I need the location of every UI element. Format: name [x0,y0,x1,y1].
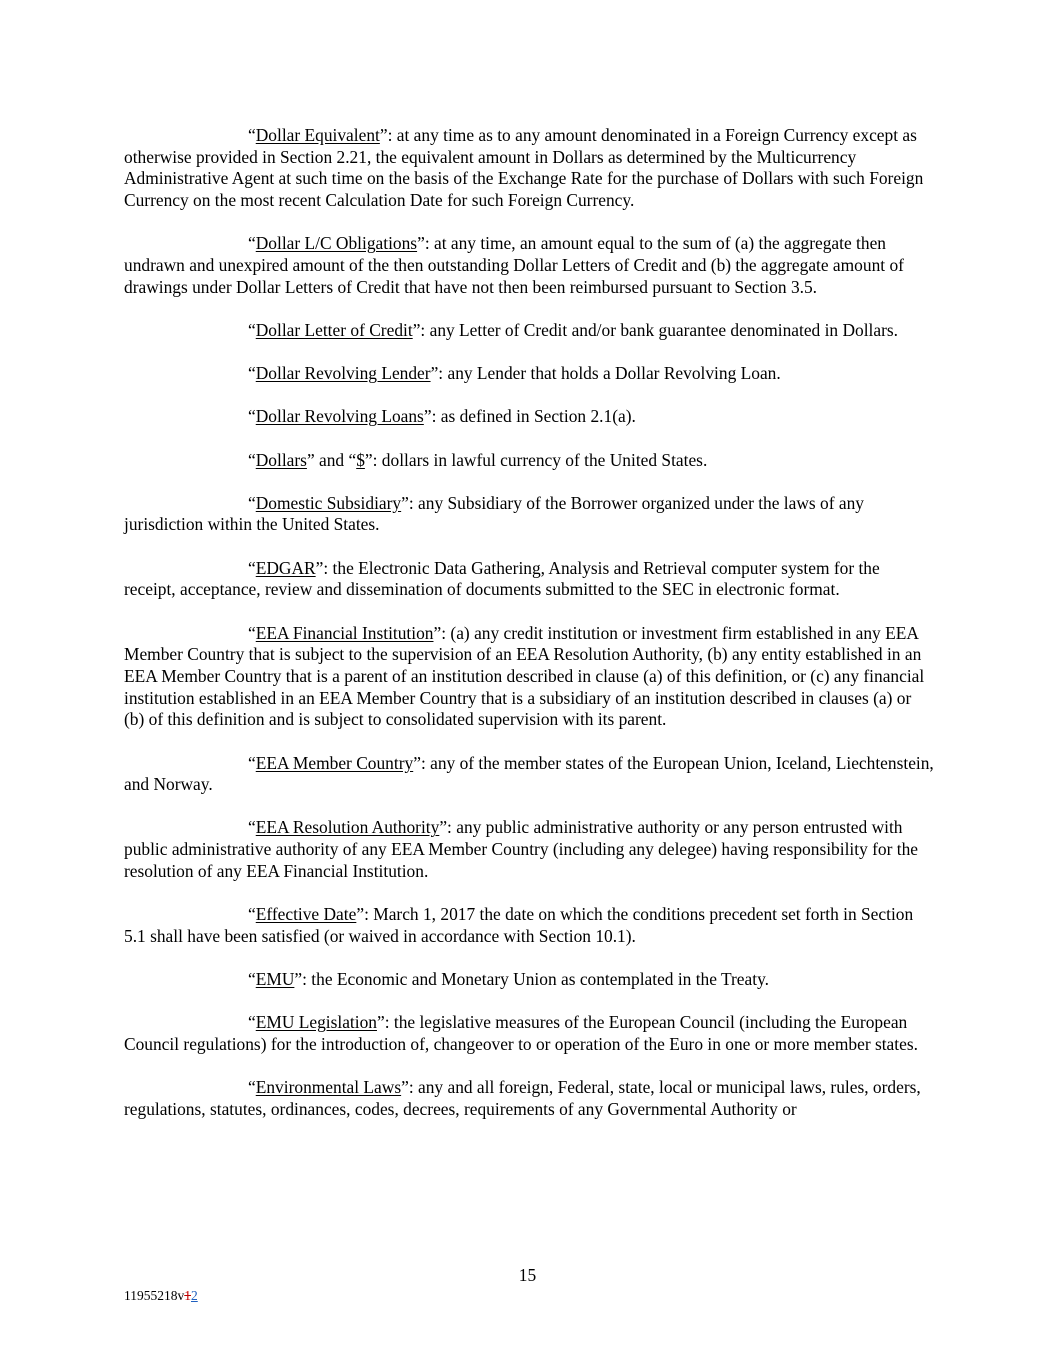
defined-term: Dollar L/C Obligations [255,233,418,254]
defined-term: Dollar Revolving Lender [255,363,431,384]
definition-text: : any Subsidiary of the Borrower organized under the laws of any jurisdiction within the United States. [124,492,864,535]
definition-text: : March 1, 2017 the date on which the conditions precedent set forth in Section 5.1 shall have been satisfied (or waived in accordance with Section 10.1). [124,904,914,946]
definition-text: : any public administrative authority or any person entrusted with public administrative authority of any EEA Member Country (including any delegee) having responsibility for the resolution of any EEA Financial Institution. [124,817,918,881]
defined-term: Dollar Equivalent [255,125,380,145]
definition-paragraph: “EMU”: the Economic and Monetary Union as contemplated in the Treaty. [248,968,769,989]
definition-text: : any and all foreign, Federal, state, local or municipal laws, rules, orders, regulations, statutes, ordinances, codes, decrees, requirements of any Governmental Authority or [124,1077,921,1119]
definition-paragraph: “Dollar Revolving Lender”: any Lender that holds a Dollar Revolving Loan. [248,363,781,384]
definition-paragraph: “Dollar Equivalent”: at any time as to any amount denominated in a Foreign Currency except as otherwise provided in Section 2.21, the equivalent amount in Dollars as determined by the Multicurrency Administrative Agent at such time on the basis of the Exchange Rate for the purchase of Dollars with such Foreign Currency on the most recent Calculation Date for such Foreign Currency. [124,125,924,211]
definition-paragraph: “Dollars” and “$”: dollars in lawful currency of the United States. [248,449,708,470]
doc-id-prefix: 11955218v [124,1288,185,1303]
definition-paragraph: “EDGAR”: the Electronic Data Gathering, Analysis and Retrieval computer system for the receipt, acceptance, review and dissemination of documents submitted to the SEC in electronic format. [124,557,880,600]
definition-paragraph: “Environmental Laws”: any and all foreign, Federal, state, local or municipal laws, rules, orders, regulations, statutes, ordinances, codes, decrees, requirements of any Governmental Authority or [124,1077,921,1119]
page-number: 15 [518,1265,537,1285]
definition-text: : dollars in lawful currency of the United States. [372,449,708,470]
definition-paragraph: “Dollar Letter of Credit”: any Letter of Credit and/or bank guarantee denominated in Dollars. [248,319,899,340]
defined-term: EEA Financial Institution [255,622,434,643]
definition-text: : as defined in Section 2.1(a). [431,406,636,427]
defined-term: Effective Date [255,904,357,925]
defined-term: EEA Resolution Authority [255,817,440,838]
definition-text: : the Electronic Data Gathering, Analysis and Retrieval computer system for the receipt, acceptance, review and dissemination of documents submitted to the SEC in electronic format. [124,557,880,600]
defined-term: Dollar Letter of Credit [255,319,413,340]
definition-text: : at any time as to any amount denominated in a Foreign Currency except as otherwise provided in Section 2.21, the equivalent amount in Dollars as determined by the Multicurrency Administrative Agent at such time on the basis of the Exchange Rate for the purchase of Dollars with such Foreign Currency on the most recent Calculation Date for such Foreign Currency. [124,125,924,211]
defined-term: EMU [255,968,295,989]
definitions-list [124,125,934,1142]
defined-term: Environmental Laws [255,1077,402,1098]
term-separator: ” and “ [306,449,357,470]
defined-term: Domestic Subsidiary [255,492,402,513]
definition-text: : the legislative measures of the European Council (including the European Council regulations) for the introduction of, changeover to or operation of the Euro in one or more member states. [124,1012,918,1054]
definition-text: : any of the member states of the European Union, Iceland, Liechtenstein, and Norway. [124,752,934,795]
definition-paragraph: “EEA Resolution Authority”: any public administrative authority or any person entrusted with public administrative authority of any EEA Member Country (including any delegee) having responsibility for the resolution of any EEA Financial Institution. [124,817,918,881]
definition-text: : any Letter of Credit and/or bank guarantee denominated in Dollars. [420,319,899,340]
definition-text: : (a) any credit institution or investment firm established in any EEA Member Country that is subject to the supervision of an EEA Resolution Authority, (b) any entity established in an EEA Member Country that is a parent of an institution described in clause (a) of this definition, or (c) any financial institution established in an EEA Member Country that is a subsidiary of an institution described in clauses (a) or (b) of this definition and is subject to consolidated supervision with its parent. [124,622,925,730]
definition-paragraph: “EEA Financial Institution”: (a) any credit institution or investment firm established in any EEA Member Country that is subject to the supervision of an EEA Resolution Authority, (b) any entity established in an EEA Member Country that is a parent of an institution described in clause (a) of this definition, or (c) any financial institution established in an EEA Member Country that is a subsidiary of an institution described in clauses (a) or (b) of this definition and is subject to consolidated supervision with its parent. [124,622,925,730]
definition-text: : at any time, an amount equal to the sum of (a) the aggregate then undrawn and unexpired amount of the then outstanding Dollar Letters of Credit and (b) the aggregate amount of drawings under Dollar Letters of Credit that have not then been reimbursed pursuant to Section 3.5. [124,233,904,297]
document-id [124,1285,198,1307]
defined-term-symbol: $ [356,449,365,470]
defined-term: EDGAR [255,557,316,578]
definition-paragraph: “EMU Legislation”: the legislative measures of the European Council (including the European Council regulations) for the introduction of, changeover to or operation of the Euro in one or more member states. [124,1012,918,1054]
definition-paragraph: “Dollar Revolving Loans”: as defined in Section 2.1(a). [248,406,636,427]
defined-term: Dollar Revolving Loans [255,406,424,427]
definition-paragraph: “Dollar L/C Obligations”: at any time, an amount equal to the sum of (a) the aggregate then undrawn and unexpired amount of the then outstanding Dollar Letters of Credit and (b) the aggregate amount of drawings under Dollar Letters of Credit that have not then been reimbursed pursuant to Section 3.5. [124,233,904,297]
defined-term: EMU Legislation [255,1012,377,1033]
definition-text: : any Lender that holds a Dollar Revolving Loan. [438,363,781,384]
definition-text: : the Economic and Monetary Union as contemplated in the Treaty. [302,968,769,989]
defined-term: Dollars [255,449,307,470]
doc-id-inserted-version: 2 [191,1288,198,1303]
definition-paragraph: “EEA Member Country”: any of the member states of the European Union, Iceland, Liechtenstein, and Norway. [124,752,934,795]
definition-paragraph: “Domestic Subsidiary”: any Subsidiary of the Borrower organized under the laws of any jurisdiction within the United States. [124,492,864,535]
definition-paragraph: “Effective Date”: March 1, 2017 the date on which the conditions precedent set forth in Section 5.1 shall have been satisfied (or waived in accordance with Section 10.1). [124,904,914,946]
doc-id-deleted-version: 1 [184,1288,191,1303]
defined-term: EEA Member Country [255,752,414,773]
